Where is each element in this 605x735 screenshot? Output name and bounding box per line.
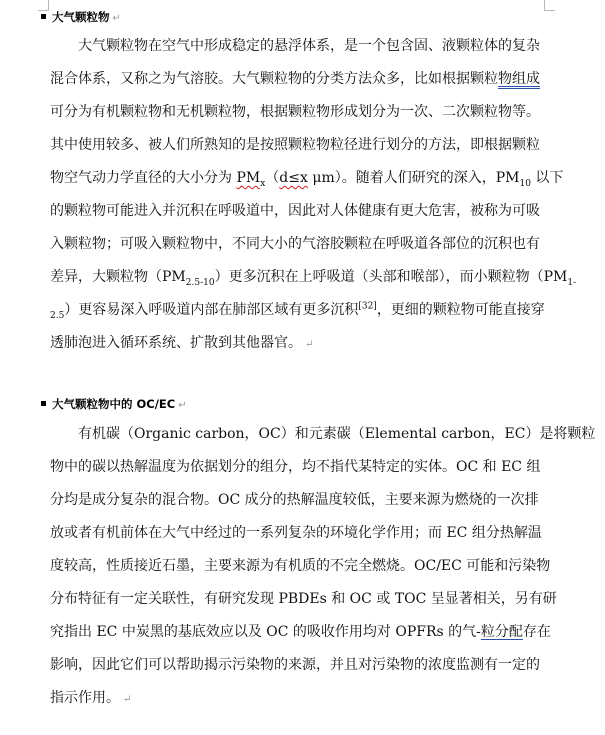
citation-ref[interactable]: [32] <box>358 301 377 312</box>
text-line: 其中使用较多、被人们所熟知的是按照颗粒物粒径进行划分的方法，即根据颗粒 <box>50 137 540 153</box>
text-line: 有机碳（Organic carbon，OC）和元素碳（Elemental carbon，EC）是将颗粒 <box>78 426 596 442</box>
spelling-underline[interactable]: d≤x <box>279 170 308 186</box>
section-heading-1[interactable] <box>41 9 121 27</box>
heading-text: 大气颗粒物 <box>52 10 110 24</box>
section-heading-2[interactable] <box>41 396 187 414</box>
text-line: 差异，大颗粒物$(PM_{2.5-10})$更多沉积在上呼吸道（头部和喉部），而小颗粒物（$PM_{1-}$ <box>50 269 577 288</box>
text-line: 的颗粒物可能进入并沉积在呼吸道中，因此对人体健康有更大危害，被称为可吸 <box>50 203 540 219</box>
text-line: 度较高，性质接近石墨，主要来源为有机质的不完全燃烧。OC/EC 可能和污染物 <box>50 558 551 574</box>
text-line: 分均是成分复杂的混合物。OC 成分的热解温度较低，主要来源为燃烧的一次排 <box>50 492 539 508</box>
text-line: 放或者有机前体在大气中经过的一系列复杂的环境化学作用；而 EC 组分热解温 <box>50 525 542 541</box>
paragraph-mark-icon: ↵ <box>112 13 121 24</box>
heading-text: 大气颗粒物中的 OC/EC <box>52 397 176 411</box>
paragraph-1[interactable] <box>50 30 577 360</box>
heading-bullet-icon <box>41 14 46 19</box>
paragraph-mark-icon: ↵ <box>178 400 187 411</box>
text-line: 透肺泡进入循环系统、扩散到其他器官。 ↵ <box>50 335 314 351</box>
grammar-underline[interactable]: 粒分配 <box>480 624 523 640</box>
text-line: 究指出 EC 中炭黑的基底效应以及 OC 的吸收作用均对 OPFRs 的气-粒分配存在 <box>50 624 551 640</box>
text-line: 物中的碳以热解温度为依据划分的组分，均不指代某特定的实体。OC 和 EC 组 <box>50 459 541 475</box>
text-line: 混合体系，又称之为气溶胶。大气颗粒物的分类方法众多，比如根据颗粒物组成 <box>50 71 540 87</box>
text-line: 指示作用。 ↵ <box>50 690 132 706</box>
paragraph-2[interactable] <box>50 418 596 715</box>
text-line: 影响，因此它们可以帮助揭示污染物的来源，并且对污染物的浓度监测有一定的 <box>50 657 540 673</box>
paragraph-mark-icon: ↵ <box>305 339 314 350</box>
text-line: 大气颗粒物在空气中形成稳定的悬浮体系，是一个包含固、液颗粒体的复杂 <box>78 38 540 54</box>
text-line: 可分为有机颗粒物和无机颗粒物，根据颗粒物形成划分为一次、二次颗粒物等。 <box>50 104 540 120</box>
page-corner-mark-right <box>544 0 555 11</box>
text-line: 物空气动力学直径的大小分为 $PM_x(d\le x$ μm）。随着人们研究的深入，$PM_{10}$ 以下 <box>50 170 564 189</box>
text-line: $_{2.5}$）更容易深入呼吸道内部在肺部区域有更多沉积[32]，更细的颗粒物可能直接穿 <box>50 301 545 321</box>
spelling-underline: $PM_x$ <box>236 170 266 189</box>
heading-bullet-icon <box>41 401 46 406</box>
paragraph-mark-icon: ↵ <box>123 694 132 705</box>
grammar-underline[interactable]: 物组成 <box>498 71 540 87</box>
text-line: 入颗粒物；可吸入颗粒物中，不同大小的气溶胶颗粒在呼吸道各部位的沉积也有 <box>50 236 540 252</box>
text-line: 分布特征有一定关联性，有研究发现 PBDEs 和 OC 或 TOC 呈显著相关，另有研 <box>50 591 557 607</box>
